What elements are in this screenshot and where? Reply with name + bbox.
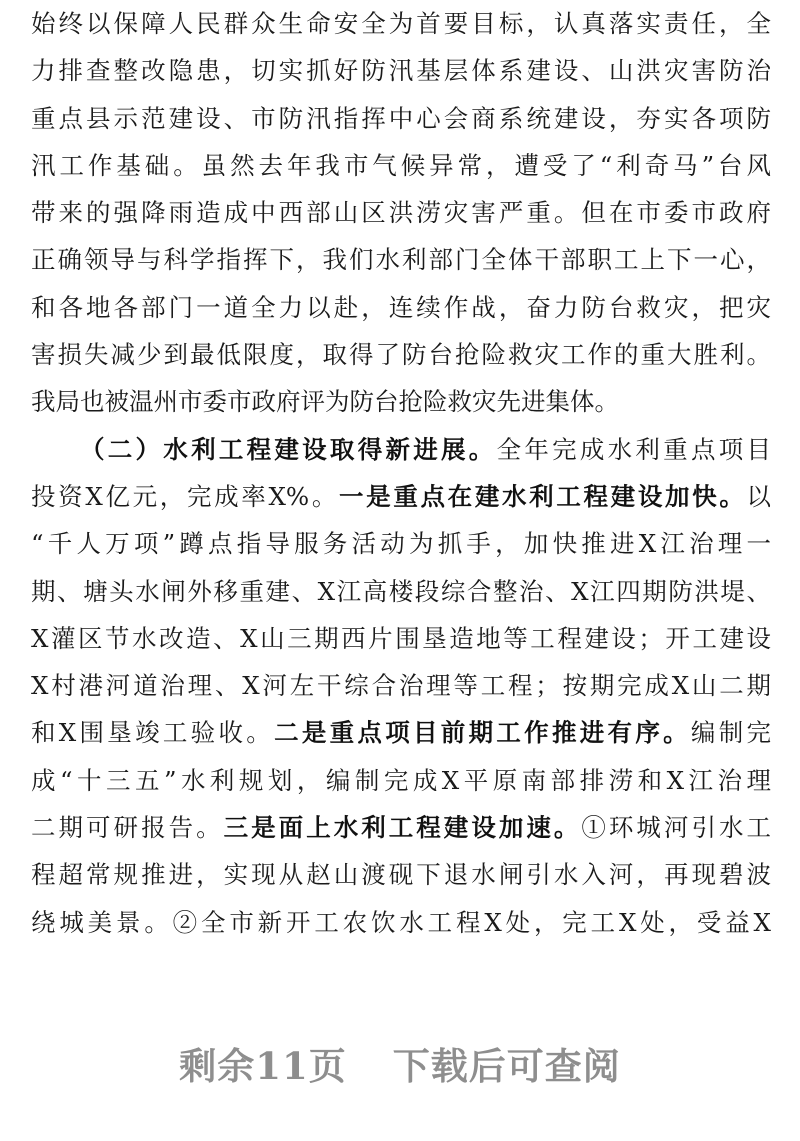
- text-line: [31, 851, 771, 898]
- text-line: [31, 899, 771, 946]
- text-segment: 力排查整改隐患，切实抓好防汛基层体系建设、山洪灾害防治: [31, 56, 771, 86]
- text-segment: X灌区节水改造、X山三期西片围垦造地等工程建设；开工建设: [31, 623, 771, 653]
- text-segment: 带来的强降雨造成中西部山区洪涝灾害严重。但在市委市政府: [31, 198, 771, 228]
- text-segment: 二期可研报告。: [31, 813, 224, 843]
- text-line: [31, 615, 771, 662]
- text-segment: 正确领导与科学指挥下，我们水利部门全体干部职工上下一心，: [31, 245, 771, 275]
- text-segment: 期、塘头水闸外移重建、X江高楼段综合整治、X江四期防洪堤、: [31, 576, 771, 606]
- text-segment: 编制完: [690, 718, 771, 748]
- bold-text-segment: 一是重点在建水利工程建设加快。: [339, 481, 747, 511]
- text-line: [31, 47, 771, 94]
- text-segment: 始终以保障人民群众生命安全为首要目标，认真落实责任，全: [31, 9, 771, 38]
- text-line: [31, 236, 771, 283]
- download-notice[interactable]: [0, 1036, 800, 1090]
- text-line: [31, 568, 771, 615]
- text-segment: 投资X亿元，完成率X%。: [31, 481, 339, 511]
- text-segment: “千人万项”蹲点指导服务活动为抓手，加快推进X江治理一: [31, 529, 771, 559]
- download-to-view-text: 下载后可查阅: [392, 1044, 621, 1088]
- text-line: [31, 804, 771, 851]
- bold-text-segment: 二是重点项目前期工作推进有序。: [274, 718, 691, 748]
- text-line: [31, 331, 771, 378]
- bold-text-segment: 三是面上水利工程建设加速。: [223, 813, 582, 843]
- body-text: [31, 0, 771, 946]
- text-line: [31, 142, 771, 189]
- text-segment: X村港河道治理、X河左干综合治理等工程；按期完成X山二期: [31, 671, 771, 701]
- text-line: [31, 189, 771, 236]
- text-line: [31, 520, 771, 567]
- text-segment: 和X围垦竣工验收。: [31, 718, 275, 748]
- text-line: [31, 426, 771, 473]
- text-line: [31, 284, 771, 331]
- text-line: [31, 709, 771, 756]
- text-segment: 绕城美景。②全市新开工农饮水工程X处，完工X处，受益X: [31, 907, 771, 937]
- text-line: [31, 662, 771, 709]
- text-segment: 成“十三五”水利规划，编制完成X平原南部排涝和X江治理: [31, 765, 771, 795]
- text-line: [31, 0, 771, 47]
- text-segment: ①环城河引水工: [581, 813, 771, 843]
- text-segment: 重点县示范建设、市防汛指挥中心会商系统建设，夯实各项防: [31, 103, 771, 133]
- text-segment: 害损失减少到最低限度，取得了防台抢险救灾工作的重大胜利。: [31, 340, 771, 370]
- text-segment: 和各地各部门一道全力以赴，连续作战，奋力防台救灾，把灾: [31, 292, 771, 322]
- text-segment: 我局也被温州市委市政府评为防台抢险救灾先进集体。: [31, 387, 619, 417]
- text-segment: 以: [746, 481, 771, 511]
- text-line: [31, 378, 771, 425]
- text-segment: 程超常规推进，实现从赵山渡砚下退水闸引水入河，再现碧波: [31, 860, 771, 890]
- text-line: [31, 757, 771, 804]
- text-line: [31, 95, 771, 142]
- text-segment: 汛工作基础。虽然去年我市气候异常，遭受了“利奇马”台风: [31, 150, 771, 180]
- bold-text-segment: （二）水利工程建设取得新进展。: [80, 434, 497, 464]
- remaining-pages-text: 剩余11页: [179, 1044, 347, 1088]
- text-segment: 全年完成水利重点项目: [496, 434, 771, 464]
- text-line: [31, 473, 771, 520]
